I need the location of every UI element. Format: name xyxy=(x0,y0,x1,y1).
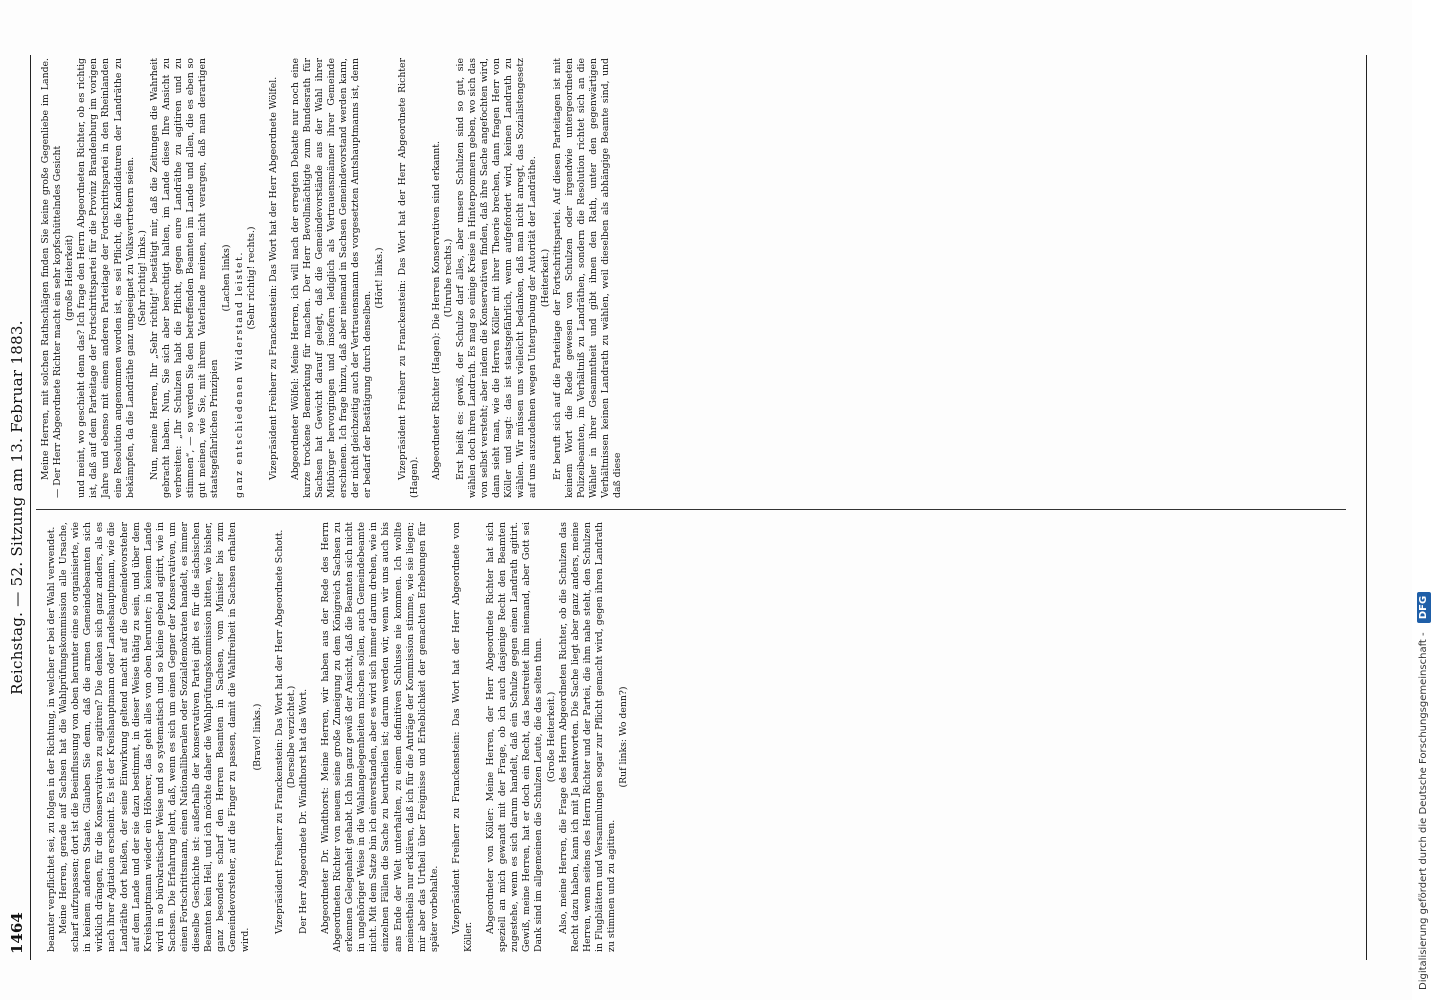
paragraph: beamter verpflichtet sei, zu folgen in der Richtung, in welcher er bei der Wahl verwendet. xyxy=(46,526,57,952)
dfg-logo-icon: DFG xyxy=(1417,592,1431,623)
interjection: (Lachen links) xyxy=(221,244,233,312)
speaker-announcement: Vizepräsident Freiherr zu Franckenstein: Das Wort hat der Herr Abgeordnete von Köller. xyxy=(450,522,474,952)
speaker-announcement: Der Herr Abgeordnete Dr. Windthorst hat das Wort. xyxy=(297,688,309,934)
stamp-text xyxy=(1414,30,1432,990)
speech-paragraph: Nun, meine Herren, Ihr „Sehr richtig!“ bestätigt mir, daß die Zeitungen die Wahrheit gebracht haben. Nun, Sie sich aber berechtigt halten, im Lande diese Ihre Ansicht zu verbreiten: „Ihr Schulzen habt die Pflicht, gegen eure Landräthe zu agitiren und zu stimmen“, — so werden Sie den betreffenden Beamten im Lande und allen, die es eben so gut meinen, wie Sie, mit ihrem Vaterlande meinen, nicht verargen, daß man derartigen staatsgefährlichen Prinzipien xyxy=(148,58,221,498)
interjection: (Sehr richtig! links.) xyxy=(136,230,148,326)
page-bottom-rule xyxy=(1366,55,1367,960)
interjection: (Bravo! links.) xyxy=(251,703,263,771)
page-number: 1464 xyxy=(8,912,26,954)
interjection: (Hört! links.) xyxy=(374,247,386,309)
digitization-stamp xyxy=(1412,0,1432,1000)
column-divider xyxy=(36,509,1346,510)
left-column xyxy=(46,522,1361,952)
paragraph: Meine Herren, gerade auf Sachsen hat die Wahlprüfungskommission alle Ursache, scharf aufzupassen; dort ist die Beeinflussung von oben herunter eine so organisierte, wie in keinem anderen Staate. Glauben Sie denn, daß die armen Gemeindebeamten sich wirklich drängen, für die Konservativen zu agitiren? Die denken sich ganz anders, als es nach ihrer Agitation erscheint. Es ist der Kreishauptmann oder Landeshauptmann, wie die Landräthe dort heißen, der seine Einwirkung geltend macht auf die Gemeindevorsteher auf dem Lande und der sie dazu bestimmt, in dieser Weise thätig zu sein, und über dem Kreishauptmann wieder ein Höherer, das geht alles von oben herunter; in keinem Lande wird in so bürokratischer Weise und so systematisch und so kleine gebend agitirt, wie in Sachsen. Die Erfahrung lehrt, daß, wenn es sich um einen Gegner der Konservativen, um einen Fortschrittsmann, einen Nationalliberalen oder Sozialdemokraten handelt, es immer dieselbe Geschichte ist: außerhalb der konservativen Partei gibt es für die sächsischen Beamten kein Heil, und ich möchte daher die Wahlprüfungskommission bitten, wie bisher, ganz besonders scharf den Herren Beamten in Sachsen, vom Minister bis zum Gemeindevorsteher, auf die Finger zu passen, damit die Wahlfreiheit in Sachsen erhalten wird. xyxy=(58,522,251,952)
speech-paragraph: Also, meine Herren, die Frage des Herrn Abgeordneten Richter, ob die Schulzen das Recht dazu haben, kann ich mit Ja beantworten. Die Sache liegt aber ganz anders, meine Herren, wenn seitens des Herrn Richter und der Partei, die ihm nahe steht, den Schulzen in Flugblättern und Versammlungen sogar zur Pflicht gemacht wird, gegen ihren Landrath zu stimmen und zu agitiren. xyxy=(557,522,618,952)
speaker-announcement: Vizepräsident Freiherr zu Franckenstein: Das Wort hat der Herr Abgeordnete Schott. xyxy=(273,529,285,934)
interjection: (Derselbe verzichtet.) xyxy=(285,685,297,789)
emphasis-line: ganz entschiedenen Widerstand leistet. xyxy=(233,250,245,498)
interjection: (Heiterkeit.) xyxy=(539,248,551,308)
interjection: (Sehr richtig! rechts.) xyxy=(245,226,257,330)
speech-paragraph: Erst heißt es: gewiß, der Schulze darf alles, aber unsere Schulzen sind so gut, sie wählen doch ihren Landrath. Es mag so einige Kreise in Hinterpommern geben, wo sich das von selbst versteht; aber indem die Konservativen finden, daß ihre Sache angefochten wird, dann sieht man, wie die Herren Köller mit ihrer Theorie brechen, dann fragen Herr von Köller und sagt: das ist staatsgefährlich, wenn aufgefordert wird, keinen Landrath zu wählen. Wir müssen uns vielleicht bedanken, daß man nicht anregt, das Sozialistengesetz auf uns auszudehnen wegen Untergrabung der Autorität der Landräthe. xyxy=(454,58,539,498)
speaker-announcement: Vizepräsident Freiherr zu Franckenstein: Das Wort hat der Herr Abgeordnete Wölfel. xyxy=(267,76,279,480)
interjection: (große Heiterkeit) xyxy=(64,234,76,322)
interjection: (Große Heiterkeit.) xyxy=(545,691,557,783)
interjection: (Unruhe rechts.) xyxy=(442,238,454,318)
speech-paragraph: Abgeordneter Wölfel: Meine Herren, ich will nach der erregten Debatte nur noch eine kurze trockene Bemerkung für machen. Der Herr Bevollmächtigte zum Bundesrath für Sachsen hat Gewicht darauf gelegt, daß die Gemeindevorstände aus der Wahl ihrer Mitbürger hervorgingen und insofern lediglich als Vertrauensmänner ihrer Gemeinde erschienen. Ich frage hinzu, daß aber niemand in Sachsen Gemeindevorstand werden kann, der nicht gleichzeitig auch der Vertrauensmann des vorgesetzten Amtshauptmanns ist, denn er bedarf der Bestätigung durch denselben. xyxy=(289,58,374,498)
stamp-caption: Digitalisierung gefördert durch die Deutsche Forschungsgemeinschaft - xyxy=(1418,632,1429,990)
interjection: (Ruf links: Wo denn?) xyxy=(618,686,630,788)
speech-paragraph: Abgeordneter Richter (Hagen): Die Herren Konservativen sind erkannt. xyxy=(430,141,442,480)
right-column xyxy=(40,58,1350,498)
page-header xyxy=(6,55,31,960)
speaker-announcement: Vizepräsident Freiherr zu Franckenstein: Das Wort hat der Herr Abgeordnete Richter (Hagen). xyxy=(396,58,420,498)
speech-paragraph: Meine Herren, mit solchen Rathschlägen finden Sie keine große Gegenliebe im Lande. — Der Herr Abgeordnete Richter macht ein sehr kopfschüttelndes Gesicht xyxy=(40,58,64,498)
speech-paragraph: und meint, wo geschieht denn das? Ich frage den Herrn Abgeordneten Richter, ob es richtig ist, daß auf dem Parteitage der Fortschrittspartei für die Provinz Brandenburg im vorigen Jahre und ebenso mit einem anderen Parteitage der Fortschrittspartei in den Rheinlanden eine Resolution angenommen worden ist, es sei Pflicht, die Kandidaturen der Landräthe zu bekämpfen, da die Landräthe ganz ungeeignet zu Volksvertretern seien. xyxy=(76,58,136,498)
speech-paragraph: Er beruft sich auf die Parteitage der Fortschrittspartei. Auf diesen Parteitagen ist mit keinem Wort die Rede gewesen von Schulzen oder irgendwie untergeordneten Polizeibeamten, im Verhältniß zu Landräthen, sondern die Resolution richtet sich an die Wähler in ihrer Gesammtheit und gibt ihnen den Rath, unter den gegenwärtigen Verhältnissen keinen Landrath zu wählen, weil dieselben als abhängige Beamte sind, und daß diese xyxy=(551,58,624,498)
speech-paragraph: Abgeordneter von Köller: Meine Herren, der Herr Abgeordnete Richter hat sich speziell an mich gewandt mit der Frage, ob ich auch dasjenige Recht den Beamten zugestehe, wenn es sich darum handelt, daß ein Schulze gegen einen Landrath agitirt. Gewiß, meine Herren, hat er doch ein Recht, das bestreitet ihm niemand, aber Gott sei Dank sind im allgemeinen die Schulzen Leute, die das selten thun. xyxy=(485,522,545,952)
running-head: Reichstag. — 52. Sitzung am 13. Februar 1883. xyxy=(8,320,26,695)
speech-paragraph: Abgeordneter Dr. Windthorst: Meine Herren, wir haben aus der Rede des Herrn Abgeordneten Richter von neuem seine große Zuneigung zu dem Königreich Sachsen zu erkennen Gelegenheit gehabt. Ich bin ganz gewiß der Ansicht, daß die Beamten sich nicht in ungehöriger Weise in die Wahlangelegenheiten mischen sollen, auch Gemeindebeamte nicht. Mit dem Satze bin ich einverstanden, aber es wird sich immer darum drehen, wie in einzelnen Fällen die Sache zu beurtheilen ist; darum werden wir, wenn wir uns auch bis ans Ende der Welt unterhalten, zu einem definitiven Schlusse nie kommen. Ich wollte meinestheils nur erklären, daß ich für die Anträge der Kommission stimme, wie sie liegen; mir aber das Urtheil über Ereignisse und Erheblichkeit der gemachten Erhebungen für später vorbehalte. xyxy=(319,522,440,952)
